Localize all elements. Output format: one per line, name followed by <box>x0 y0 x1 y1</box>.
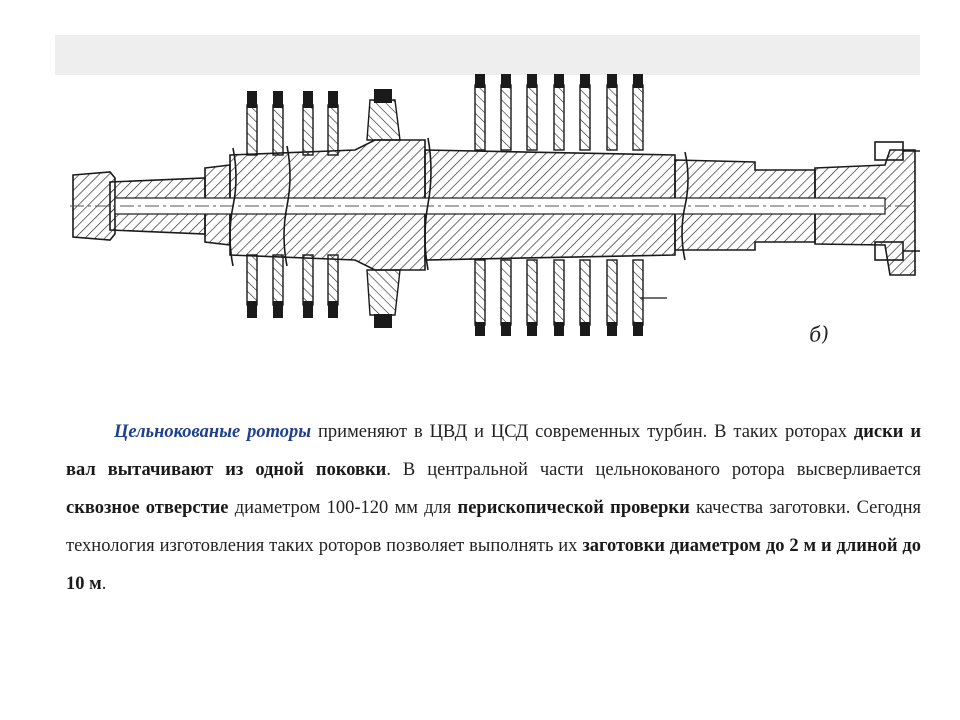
figure-caption: б) <box>807 321 831 347</box>
text-segment: . В центральной части цельнокованого ротора высверливается <box>386 460 921 480</box>
term-monoblock-rotors: Цельнокованые роторы <box>114 422 312 442</box>
emphasis-periscope-check: перископической проверки <box>457 498 690 518</box>
rotor-cross-section-drawing <box>55 30 920 360</box>
text-segment: . <box>101 574 107 594</box>
emphasis-through-hole: сквозное отверстие <box>66 498 229 518</box>
emphasis-discs-shaft: диски и вал вытачивают из одной поковки <box>66 422 921 480</box>
emphasis-blank-dimensions: заготовки диаметром до 2 м и длиной до 10 м <box>66 536 921 594</box>
text-segment: качества заготовки. Сегодня технология изготовления таких роторов позволяет выполнять их <box>66 498 922 556</box>
faded-header-band <box>55 35 920 75</box>
text-segment: диаметром 100-120 мм для <box>228 498 458 518</box>
description-paragraph <box>66 413 921 603</box>
text-segment: применяют в ЦВД и ЦСД современных турбин. В таких роторах <box>311 422 854 442</box>
